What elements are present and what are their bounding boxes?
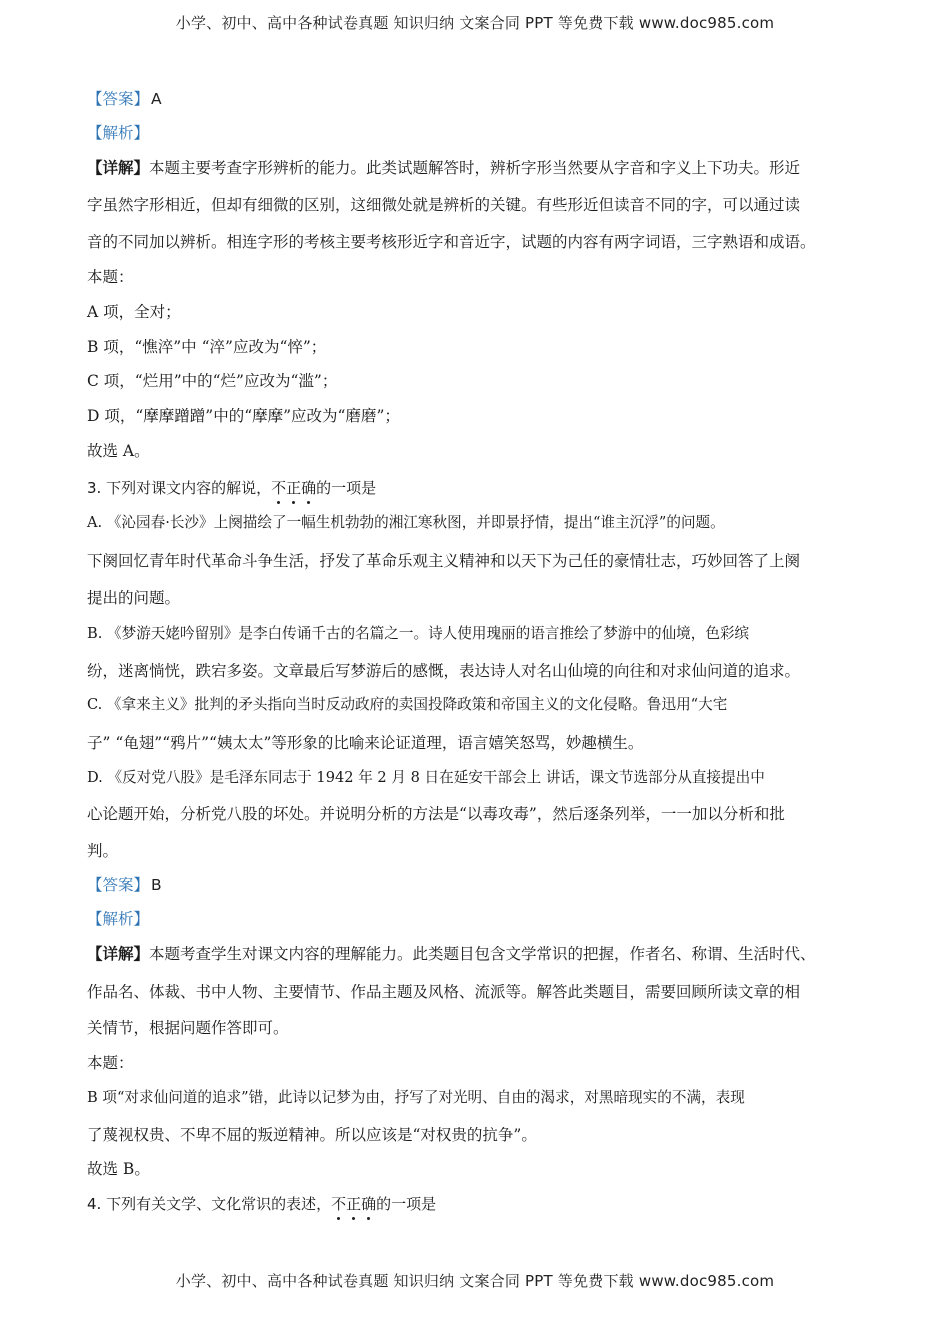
answer-value: B [151,876,162,894]
answer-tag: 【答案】 [87,876,150,894]
option-line: 心论题开始，分析党八股的坏处。并说明分析的方法是“以毒攻毒”，然后逐条列举，一一加以分析和批 [87,805,785,823]
option-line: B. 《梦游天姥吟留别》是李白传诵千古的名篇之一。诗人使用瑰丽的语言推绘了梦游中的仙境，色彩缤 [87,625,750,642]
emphasis-char: 正 [346,1195,362,1213]
detail-line: 字虽然字形相近，但却有细微的区别，这细微处就是辨析的关键。有些形近但读音不同的字，可以通过读 [87,196,801,214]
answer-line [87,874,162,896]
emphasis-char: 确 [361,1195,377,1213]
emphasis-char: 不 [271,479,287,497]
option-line: 纷，迷离惝恍，跌宕多姿。文章最后写梦游后的感慨，表达诗人对名山仙境的向往和对求仙问道的追求。 [87,662,801,680]
emphasis-char: 正 [286,479,302,497]
item-line: 故选 A。 [87,442,150,460]
item-line: 本题： [87,268,134,286]
option-line: D. 《反对党八股》是毛泽东同志于 1942 年 2 月 8 日在延安干部会上 讲话，课文节选部分从直接提出中 [87,769,765,786]
item-line: B 项，“憔淬”中 “淬”应改为“悴”； [87,338,327,356]
page-header: 小学、初中、高中各种试卷真题 知识归纳 文案合同 PPT 等免费下载 www.doc985.com [175,14,775,32]
detail-text: 本题主要考查字形辨析的能力。此类试题解答时，辨析字形当然要从字音和字义上下功夫。形近 [149,159,801,177]
detail-line [87,943,816,965]
stem-suffix: 的一项是 [376,1195,437,1213]
detail-line: 关情节，根据问题作答即可。 [87,1019,289,1037]
option-line: C. 《拿来主义》批判的矛头指向当时反动政府的卖国投降政策和帝国主义的文化侵略。鲁迅用“大宅 [87,696,728,713]
item-line: 故选 B。 [87,1160,150,1178]
question-4-stem [87,1193,436,1215]
answer-line [87,88,162,110]
option-line: 判。 [87,842,119,860]
stem-suffix: 的一项是 [316,479,377,497]
option-line: 子” “龟翅”“鸦片”“姨太太”等形象的比喻来论证道理，语言嬉笑怒骂，妙趣横生。 [87,734,644,752]
emphasis-char: 不 [331,1195,347,1213]
item-line: A 项，全对； [87,303,181,321]
option-line: A. 《沁园春·长沙》上阕描绘了一幅生机勃勃的湘江寒秋图，并即景抒情，提出“谁主沉浮”的问题。 [87,514,725,531]
detail-tag: 【详解】 [87,944,150,963]
page-footer: 小学、初中、高中各种试卷真题 知识归纳 文案合同 PPT 等免费下载 www.doc985.com [175,1272,775,1290]
detail-tag: 【详解】 [87,158,150,177]
answer-tag: 【答案】 [87,90,150,108]
emphasis-char: 确 [301,479,317,497]
item-line: D 项，“摩摩蹭蹭”中的“摩摩”应改为“磨磨”； [87,407,400,425]
option-line: 下阕回忆青年时代革命斗争生活，抒发了革命乐观主义精神和以天下为己任的豪情壮志，巧妙回答了上阕 [87,552,801,570]
detail-line: 音的不同加以辨析。相连字形的考核主要考核形近字和音近字，试题的内容有两字词语，三字熟语和成语。 [87,233,816,251]
question-3-stem [87,477,376,499]
stem-prefix: 3. 下列对课文内容的解说， [87,479,272,497]
analysis-tag: 【解析】 [87,124,150,142]
detail-text: 本题考查学生对课文内容的理解能力。此类题目包含文学常识的把握，作者名、称谓、生活时代、 [149,945,816,963]
item-line: 本题： [87,1054,134,1072]
stem-prefix: 4. 下列有关文学、文化常识的表述， [87,1195,332,1213]
item-line: C 项，“烂用”中的“烂”应改为“滥”； [87,372,338,390]
detail-line: 作品名、体裁、书中人物、主要情节、作品主题及风格、流派等。解答此类题目，需要回顾所读文章的相 [87,983,801,1001]
analysis-tag: 【解析】 [87,910,150,928]
option-line: 提出的问题。 [87,589,181,607]
item-line: B 项“对求仙问道的追求”错，此诗以记梦为由，抒写了对光明、自由的渴求，对黑暗现实的不满，表现 [87,1089,745,1106]
item-line: 了蔑视权贵、不卑不屈的叛逆精神。所以应该是“对权贵的抗争”。 [87,1126,537,1144]
detail-line [87,157,800,179]
answer-value: A [151,90,162,108]
